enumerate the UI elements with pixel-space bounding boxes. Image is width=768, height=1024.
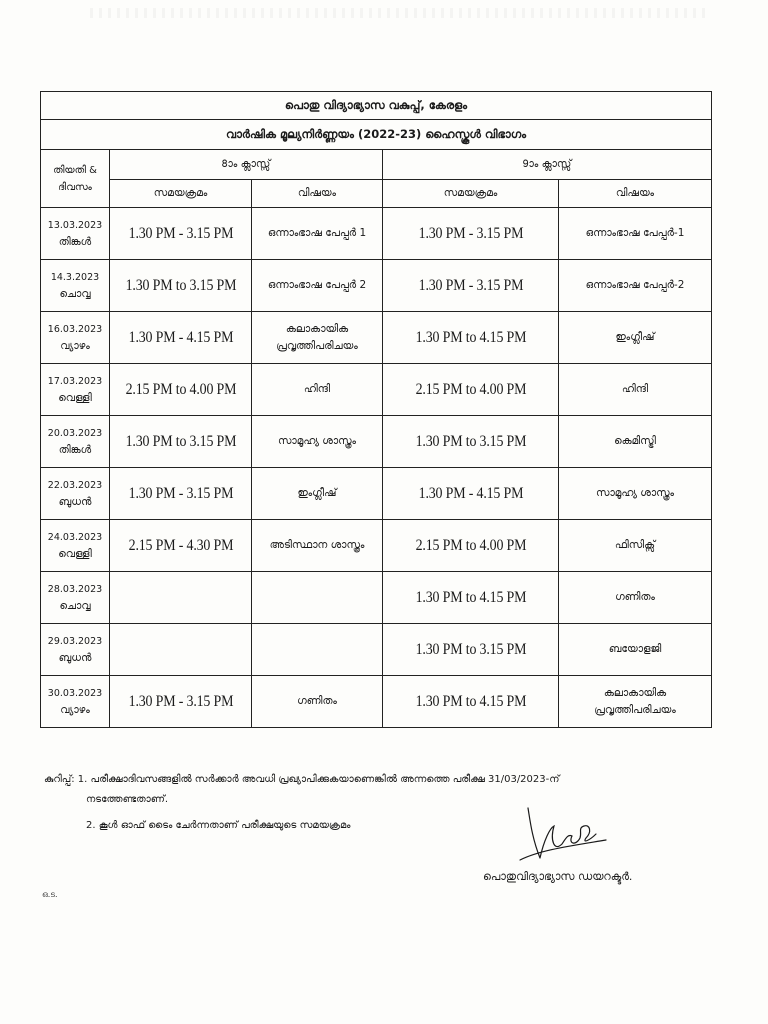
class9-subject-cell: കലാകായിക പ്രവൃത്തിപരിചയം xyxy=(559,676,712,728)
class8-subject-cell: ഇംഗ്ലീഷ് xyxy=(252,468,383,520)
day-value: തിങ്കൾ xyxy=(58,235,92,248)
date-value: 30.03.2023 xyxy=(47,687,103,699)
date-value: 17.03.2023 xyxy=(47,375,103,387)
table-row xyxy=(41,468,712,520)
date-day-cell xyxy=(41,572,110,624)
day-value: വെള്ളി xyxy=(58,547,92,560)
day-value: വെള്ളി xyxy=(58,391,92,404)
class8-subject-cell: അടിസ്ഥാന ശാസ്ത്രം xyxy=(252,520,383,572)
date-value: 24.03.2023 xyxy=(47,531,103,543)
note-prefix: കുറിപ്പ്: 1. xyxy=(44,774,88,785)
class9-subject-cell: ഗണിതം xyxy=(559,572,712,624)
class8-subject-cell xyxy=(252,624,383,676)
date-value: 16.03.2023 xyxy=(47,323,103,335)
class9-time-header: സമയക്രമം xyxy=(383,180,559,208)
class9-subject-cell: ബയോളജി xyxy=(559,624,712,676)
date-day-cell xyxy=(41,260,110,312)
note-1-line-2: നടത്തേണ്ടതാണ്. xyxy=(86,794,169,805)
class8-header: 8ാം ക്ലാസ്സ് xyxy=(110,150,383,180)
class9-header: 9ാം ക്ലാസ്സ് xyxy=(383,150,712,180)
class9-subject-cell: ഇംഗ്ലീഷ് xyxy=(559,312,712,364)
class9-time-cell: 2.15 PM to 4.00 PM xyxy=(391,364,549,416)
date-value: 28.03.2023 xyxy=(47,583,103,595)
date-day-cell xyxy=(41,312,110,364)
class8-time-cell: 1.30 PM - 3.15 PM xyxy=(117,676,245,728)
class8-time-cell xyxy=(117,624,245,676)
class8-subject-cell: സാമൂഹ്യ ശാസ്ത്രം xyxy=(252,416,383,468)
class8-time-cell: 1.30 PM - 3.15 PM xyxy=(117,208,245,260)
class8-subject-cell: ഹിന്ദി xyxy=(252,364,383,416)
date-value: 13.03.2023 xyxy=(47,219,103,231)
class9-subject-cell: കെമിസ്ട്രി xyxy=(559,416,712,468)
day-value: ചൊവ്വ xyxy=(59,287,91,300)
class9-time-cell: 1.30 PM to 4.15 PM xyxy=(391,572,549,624)
class9-time-cell: 1.30 PM to 4.15 PM xyxy=(391,676,549,728)
class9-subject-cell: സാമൂഹ്യ ശാസ്ത്രം xyxy=(559,468,712,520)
timetable xyxy=(40,91,712,728)
class9-subject-cell: ഒന്നാംഭാഷ പേപ്പർ-2 xyxy=(559,260,712,312)
table-row xyxy=(41,572,712,624)
class8-time-cell: 2.15 PM - 4.30 PM xyxy=(117,520,245,572)
table-row xyxy=(41,208,712,260)
note-2: 2. കൂൾ ഓഫ് ടൈം ചേർന്നതാണ് പരീക്ഷയുടെ സമയക്രമം xyxy=(86,820,351,831)
class8-subject-header: വിഷയം xyxy=(252,180,383,208)
class9-subject-cell: ഫിസിക്സ് xyxy=(559,520,712,572)
date-day-cell xyxy=(41,364,110,416)
class9-time-cell: 2.15 PM to 4.00 PM xyxy=(391,520,549,572)
class9-subject-header: വിഷയം xyxy=(559,180,712,208)
date-value: 22.03.2023 xyxy=(47,479,103,491)
date-day-cell xyxy=(41,520,110,572)
date-day-cell xyxy=(41,416,110,468)
class9-time-cell: 1.30 PM - 3.15 PM xyxy=(391,208,549,260)
day-value: ചൊവ്വ xyxy=(59,599,91,612)
table-row xyxy=(41,260,712,312)
class9-subject-cell: ഹിന്ദി xyxy=(559,364,712,416)
signatory-title: പൊതുവിദ്യാഭ്യാസ ഡയറക്ടർ. xyxy=(483,870,633,883)
class8-time-cell: 1.30 PM - 3.15 PM xyxy=(117,468,245,520)
table-row xyxy=(41,416,712,468)
class8-time-cell: 1.30 PM to 3.15 PM xyxy=(117,260,245,312)
class8-time-header: സമയക്രമം xyxy=(110,180,252,208)
class8-subject-cell: ഒന്നാംഭാഷ പേപ്പർ 2 xyxy=(252,260,383,312)
date-day-cell xyxy=(41,624,110,676)
date-day-cell xyxy=(41,468,110,520)
date-value: 29.03.2023 xyxy=(47,635,103,647)
exam-title: വാർഷിക മൂല്യനിർണ്ണയം (2022-23) ഹൈസ്കൂൾ വിഭാഗം xyxy=(41,120,712,150)
table-row xyxy=(41,624,712,676)
day-value: തിങ്കൾ xyxy=(58,443,92,456)
note-1-line-1: പരീക്ഷാദിവസങ്ങളിൽ സർക്കാർ അവധി പ്രഖ്യാപിക്കുകയാണെങ്കിൽ അന്നത്തെ പരീക്ഷ 31/03/2023-ന് xyxy=(90,774,560,785)
day-value: വ്യാഴം xyxy=(60,339,90,352)
class8-time-cell: 2.15 PM to 4.00 PM xyxy=(117,364,245,416)
class8-subject-cell: ഒന്നാംഭാഷ പേപ്പർ 1 xyxy=(252,208,383,260)
day-header-label: ദിവസം xyxy=(58,181,92,193)
note-1 xyxy=(44,770,604,790)
table-row xyxy=(41,312,712,364)
table-row xyxy=(41,676,712,728)
initials: ഒ.ട. xyxy=(42,890,58,899)
class9-time-cell: 1.30 PM to 3.15 PM xyxy=(391,416,549,468)
class9-time-cell: 1.30 PM to 3.15 PM xyxy=(391,624,549,676)
class9-time-cell: 1.30 PM - 4.15 PM xyxy=(391,468,549,520)
table-row xyxy=(41,364,712,416)
date-value: 14.3.2023 xyxy=(50,271,100,283)
class8-subject-cell: കലാകായിക പ്രവൃത്തിപരിചയം xyxy=(252,312,383,364)
class8-time-cell xyxy=(117,572,245,624)
date-day-cell xyxy=(41,676,110,728)
class9-time-cell: 1.30 PM to 4.15 PM xyxy=(391,312,549,364)
table-row xyxy=(41,520,712,572)
date-day-header xyxy=(41,150,110,208)
date-day-cell xyxy=(41,208,110,260)
signature-mark xyxy=(510,800,610,870)
class8-time-cell: 1.30 PM - 4.15 PM xyxy=(117,312,245,364)
class9-subject-cell: ഒന്നാംഭാഷ പേപ്പർ-1 xyxy=(559,208,712,260)
date-value: 20.03.2023 xyxy=(47,427,103,439)
day-value: ബുധൻ xyxy=(58,651,92,664)
scan-noise xyxy=(90,8,710,18)
department-title: പൊതു വിദ്യാഭ്യാസ വകുപ്പ്, കേരളം xyxy=(41,92,712,120)
date-header-label: തിയതി & xyxy=(53,164,97,176)
class8-subject-cell: ഗണിതം xyxy=(252,676,383,728)
class9-time-cell: 1.30 PM - 3.15 PM xyxy=(391,260,549,312)
day-value: ബുധൻ xyxy=(58,495,92,508)
day-value: വ്യാഴം xyxy=(60,703,90,716)
class8-subject-cell xyxy=(252,572,383,624)
class8-time-cell: 1.30 PM to 3.15 PM xyxy=(117,416,245,468)
